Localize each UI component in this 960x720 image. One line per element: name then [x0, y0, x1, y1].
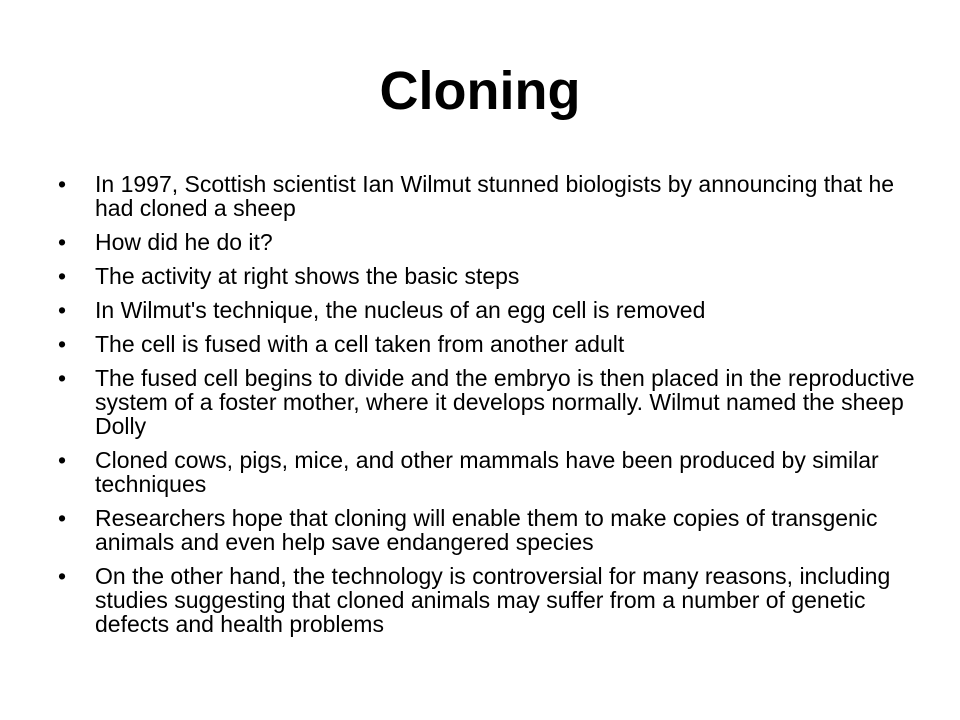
bullet-text: In 1997, Scottish scientist Ian Wilmut stunned biologists by announcing that he had cloned a sheep	[95, 171, 895, 221]
slide-title: Cloning	[379, 61, 581, 121]
bullet-item	[58, 332, 918, 356]
bullet-list	[58, 172, 918, 646]
bullet-text: Cloned cows, pigs, mice, and other mammals have been produced by similar techniques	[95, 447, 879, 497]
bullet-icon: •	[58, 365, 67, 391]
bullet-item	[58, 448, 918, 496]
bullet-icon: •	[58, 229, 67, 255]
bullet-item	[58, 564, 918, 636]
bullet-icon: •	[58, 263, 67, 289]
bullet-icon: •	[58, 331, 67, 357]
bullet-item	[58, 366, 918, 438]
bullet-icon: •	[58, 563, 67, 589]
bullet-text: On the other hand, the technology is controversial for many reasons, including studies suggesting that cloned animals may suffer from a number of genetic defects and health problems	[95, 563, 891, 637]
bullet-item	[58, 264, 918, 288]
bullet-icon: •	[58, 505, 67, 531]
bullet-text: The fused cell begins to divide and the embryo is then placed in the reproductive system of a foster mother, where it develops normally. Wilmut named the sheep Dolly	[95, 365, 915, 439]
bullet-icon: •	[58, 171, 67, 197]
bullet-icon: •	[58, 447, 67, 473]
bullet-icon: •	[58, 297, 67, 323]
bullet-item	[58, 172, 918, 220]
bullet-item	[58, 230, 918, 254]
bullet-item	[58, 298, 918, 322]
bullet-text: The cell is fused with a cell taken from another adult	[95, 331, 625, 357]
bullet-item	[58, 506, 918, 554]
bullet-text: In Wilmut's technique, the nucleus of an egg cell is removed	[95, 297, 706, 323]
bullet-text: The activity at right shows the basic steps	[95, 263, 520, 289]
bullet-text: Researchers hope that cloning will enable them to make copies of transgenic animals and even help save endangered species	[95, 505, 878, 555]
bullet-text: How did he do it?	[95, 229, 273, 255]
